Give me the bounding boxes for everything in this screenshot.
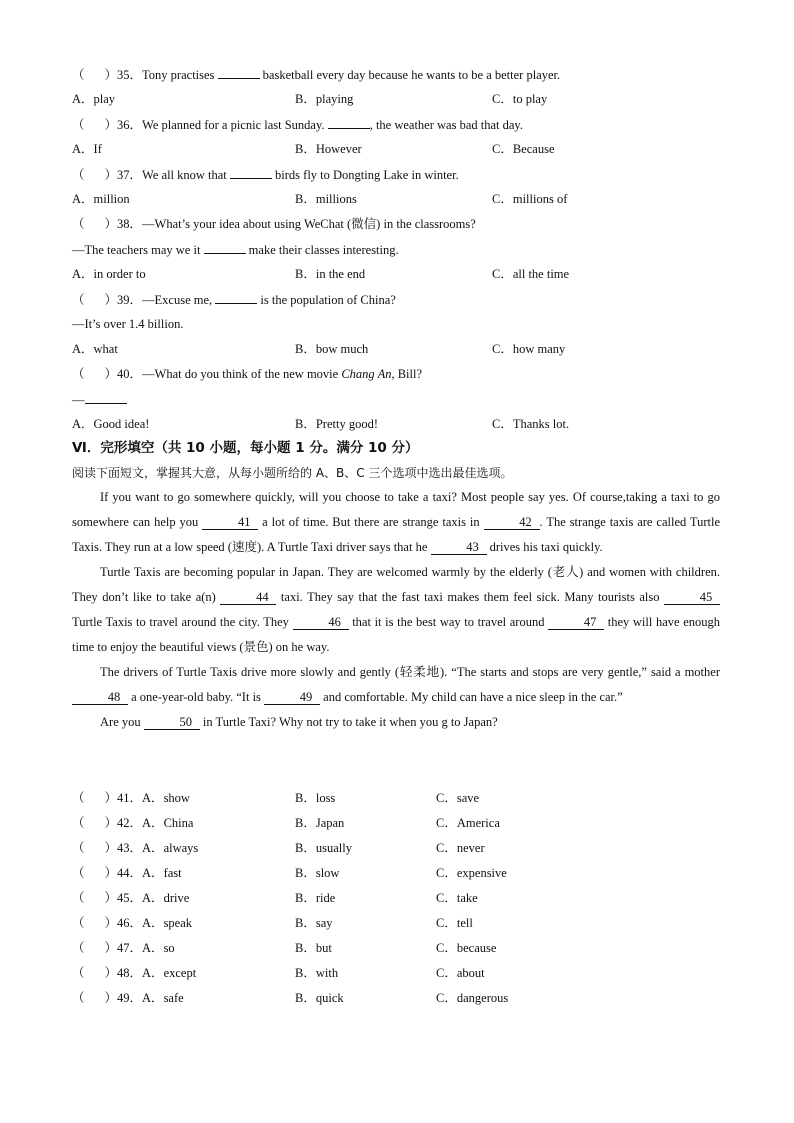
option-42-b[interactable]: B．Japan — [295, 816, 345, 830]
cloze-blank-41: 41 — [202, 515, 258, 530]
option-36-b[interactable]: B．However — [295, 142, 362, 156]
answer-paren-49[interactable]: （ ） — [72, 991, 118, 1005]
option-39-c[interactable]: C．how many — [492, 342, 566, 356]
cloze-blank-50: 50 — [144, 715, 200, 730]
question-38: （ ）38．—What’s your idea about using WeChat (微信) in the classrooms? — [72, 217, 476, 231]
cloze-blank-48: 48 — [72, 690, 128, 705]
blank-37 — [230, 166, 272, 179]
answer-paren-48[interactable]: （ ） — [72, 966, 118, 980]
answer-paren-37[interactable]: （ ） — [72, 168, 118, 182]
option-38-a[interactable]: A．in order to — [72, 267, 146, 281]
blank-35 — [218, 66, 260, 79]
blank-36 — [328, 116, 370, 129]
cloze-question-45: （ ）45．A．drive — [72, 891, 190, 905]
cloze-blank-49: 49 — [264, 690, 320, 705]
passage-paragraph-1: If you want to go somewhere quickly, will you choose to take a taxi? Most people say yes. Of course,taking a taxi to go somewhere can help you 41 a lot of time. But there are strange taxis in 42 . The strange taxis are called Turtle Taxis. They run at a low speed (速度). A Turtle Taxi driver says that he 43 drives his taxi quickly. — [72, 490, 721, 554]
option-35-b[interactable]: B．playing — [295, 92, 354, 106]
answer-paren-42[interactable]: （ ） — [72, 816, 118, 830]
cloze-blank-44: 44 — [220, 590, 276, 605]
blank-39 — [215, 291, 257, 304]
cloze-question-41: （ ）41．A．show — [72, 791, 190, 805]
answer-paren-35[interactable]: （ ） — [72, 68, 118, 82]
option-37-a[interactable]: A．million — [72, 192, 130, 206]
question-40: （ ）40．—What do you think of the new movie Chang An, Bill? — [72, 367, 423, 381]
option-47-c[interactable]: C．because — [436, 941, 497, 955]
option-43-b[interactable]: B．usually — [295, 841, 352, 855]
option-40-b[interactable]: B．Pretty good! — [295, 417, 378, 431]
cloze-blank-42: 42 — [484, 515, 540, 530]
passage-paragraph-4: Are you 50 in Turtle Taxi? Why not try to take it when you g to Japan? — [100, 715, 498, 729]
cloze-question-47: （ ）47．A．so — [72, 941, 175, 955]
option-40-a[interactable]: A．Good idea! — [72, 417, 150, 431]
blank-40 — [85, 391, 127, 404]
passage-paragraph-3: The drivers of Turtle Taxis drive more slowly and gently (轻柔地). “The starts and stops are very gentle,” said a mother 48 a one-year-old baby. “It is 49 and comfortable. My child can have a nice sleep in the car.” — [72, 660, 720, 710]
answer-paren-38[interactable]: （ ） — [72, 217, 118, 231]
option-41-b[interactable]: B．loss — [295, 791, 336, 805]
question-38-reply: —The teachers may we it make their classes interesting. — [72, 243, 399, 257]
option-39-a[interactable]: A．what — [72, 342, 118, 356]
cloze-blank-43: 43 — [431, 540, 487, 555]
option-44-b[interactable]: B．slow — [295, 866, 340, 880]
question-35: （ ）35．Tony practises basketball every day because he wants to be a better player. — [72, 68, 561, 82]
cloze-blank-46: 46 — [293, 615, 349, 630]
question-37: （ ）37．We all know that birds fly to Dongting Lake in winter. — [72, 168, 459, 182]
cloze-question-43: （ ）43．A．always — [72, 841, 199, 855]
passage-paragraph-2: Turtle Taxis are becoming popular in Japan. They are welcomed warmly by the elderly (老人) and women with children. They don’t like to take a(n) 44 taxi. They say that the fast taxi makes them feel sick. Many tourists also 45 Turtle Taxis to travel around the city. They 46 that it is the best way to travel around 47 they will have enough time to enjoy the beautiful views (景色) on he way. — [72, 565, 721, 654]
answer-paren-47[interactable]: （ ） — [72, 941, 118, 955]
option-47-b[interactable]: B．but — [295, 941, 332, 955]
question-36: （ ）36．We planned for a picnic last Sunday. , the weather was bad that day. — [72, 118, 523, 132]
cloze-blank-45: 45 — [664, 590, 720, 605]
blank-38 — [204, 241, 246, 254]
cloze-passage — [72, 485, 720, 735]
answer-paren-39[interactable]: （ ） — [72, 293, 118, 307]
option-42-c[interactable]: C．America — [436, 816, 500, 830]
answer-paren-46[interactable]: （ ） — [72, 916, 118, 930]
option-46-c[interactable]: C．tell — [436, 916, 473, 930]
option-36-a[interactable]: A．If — [72, 142, 102, 156]
option-49-b[interactable]: B．quick — [295, 991, 344, 1005]
answer-paren-41[interactable]: （ ） — [72, 791, 118, 805]
answer-paren-45[interactable]: （ ） — [72, 891, 118, 905]
answer-paren-43[interactable]: （ ） — [72, 841, 118, 855]
option-44-c[interactable]: C．expensive — [436, 866, 507, 880]
option-48-c[interactable]: C．about — [436, 966, 485, 980]
cloze-question-44: （ ）44．A．fast — [72, 866, 182, 880]
option-40-c[interactable]: C．Thanks lot. — [492, 417, 570, 431]
option-45-b[interactable]: B．ride — [295, 891, 336, 905]
option-38-b[interactable]: B．in the end — [295, 267, 366, 281]
cloze-question-42: （ ）42．A．China — [72, 816, 194, 830]
cloze-blank-47: 47 — [548, 615, 604, 630]
question-39-reply: —It’s over 1.4 billion. — [72, 317, 184, 331]
answer-paren-36[interactable]: （ ） — [72, 118, 118, 132]
cloze-question-49: （ ）49．A．safe — [72, 991, 184, 1005]
option-43-c[interactable]: C．never — [436, 841, 485, 855]
option-46-b[interactable]: B．say — [295, 916, 333, 930]
cloze-question-48: （ ）48．A．except — [72, 966, 197, 980]
option-41-c[interactable]: C．save — [436, 791, 480, 805]
section-instruction: 阅读下面短文，掌握其大意，从每小题所给的 A、B、C 三个选项中选出最佳选项。 — [72, 466, 513, 480]
option-48-b[interactable]: B．with — [295, 966, 339, 980]
option-39-b[interactable]: B．bow much — [295, 342, 369, 356]
section-title: Ⅵ．完形填空（共 10 小题，每小题 1 分。满分 10 分） — [72, 440, 419, 456]
option-35-a[interactable]: A．play — [72, 92, 116, 106]
option-45-c[interactable]: C．take — [436, 891, 478, 905]
question-40-reply: — — [72, 391, 127, 408]
answer-paren-40[interactable]: （ ） — [72, 367, 118, 381]
option-49-c[interactable]: C．dangerous — [436, 991, 509, 1005]
option-38-c[interactable]: C．all the time — [492, 267, 570, 281]
option-36-c[interactable]: C．Because — [492, 142, 555, 156]
cloze-question-46: （ ）46．A．speak — [72, 916, 193, 930]
question-39: （ ）39．—Excuse me, is the population of China? — [72, 293, 396, 307]
option-37-c[interactable]: C．millions of — [492, 192, 568, 206]
answer-paren-44[interactable]: （ ） — [72, 866, 118, 880]
option-37-b[interactable]: B．millions — [295, 192, 357, 206]
option-35-c[interactable]: C．to play — [492, 92, 548, 106]
